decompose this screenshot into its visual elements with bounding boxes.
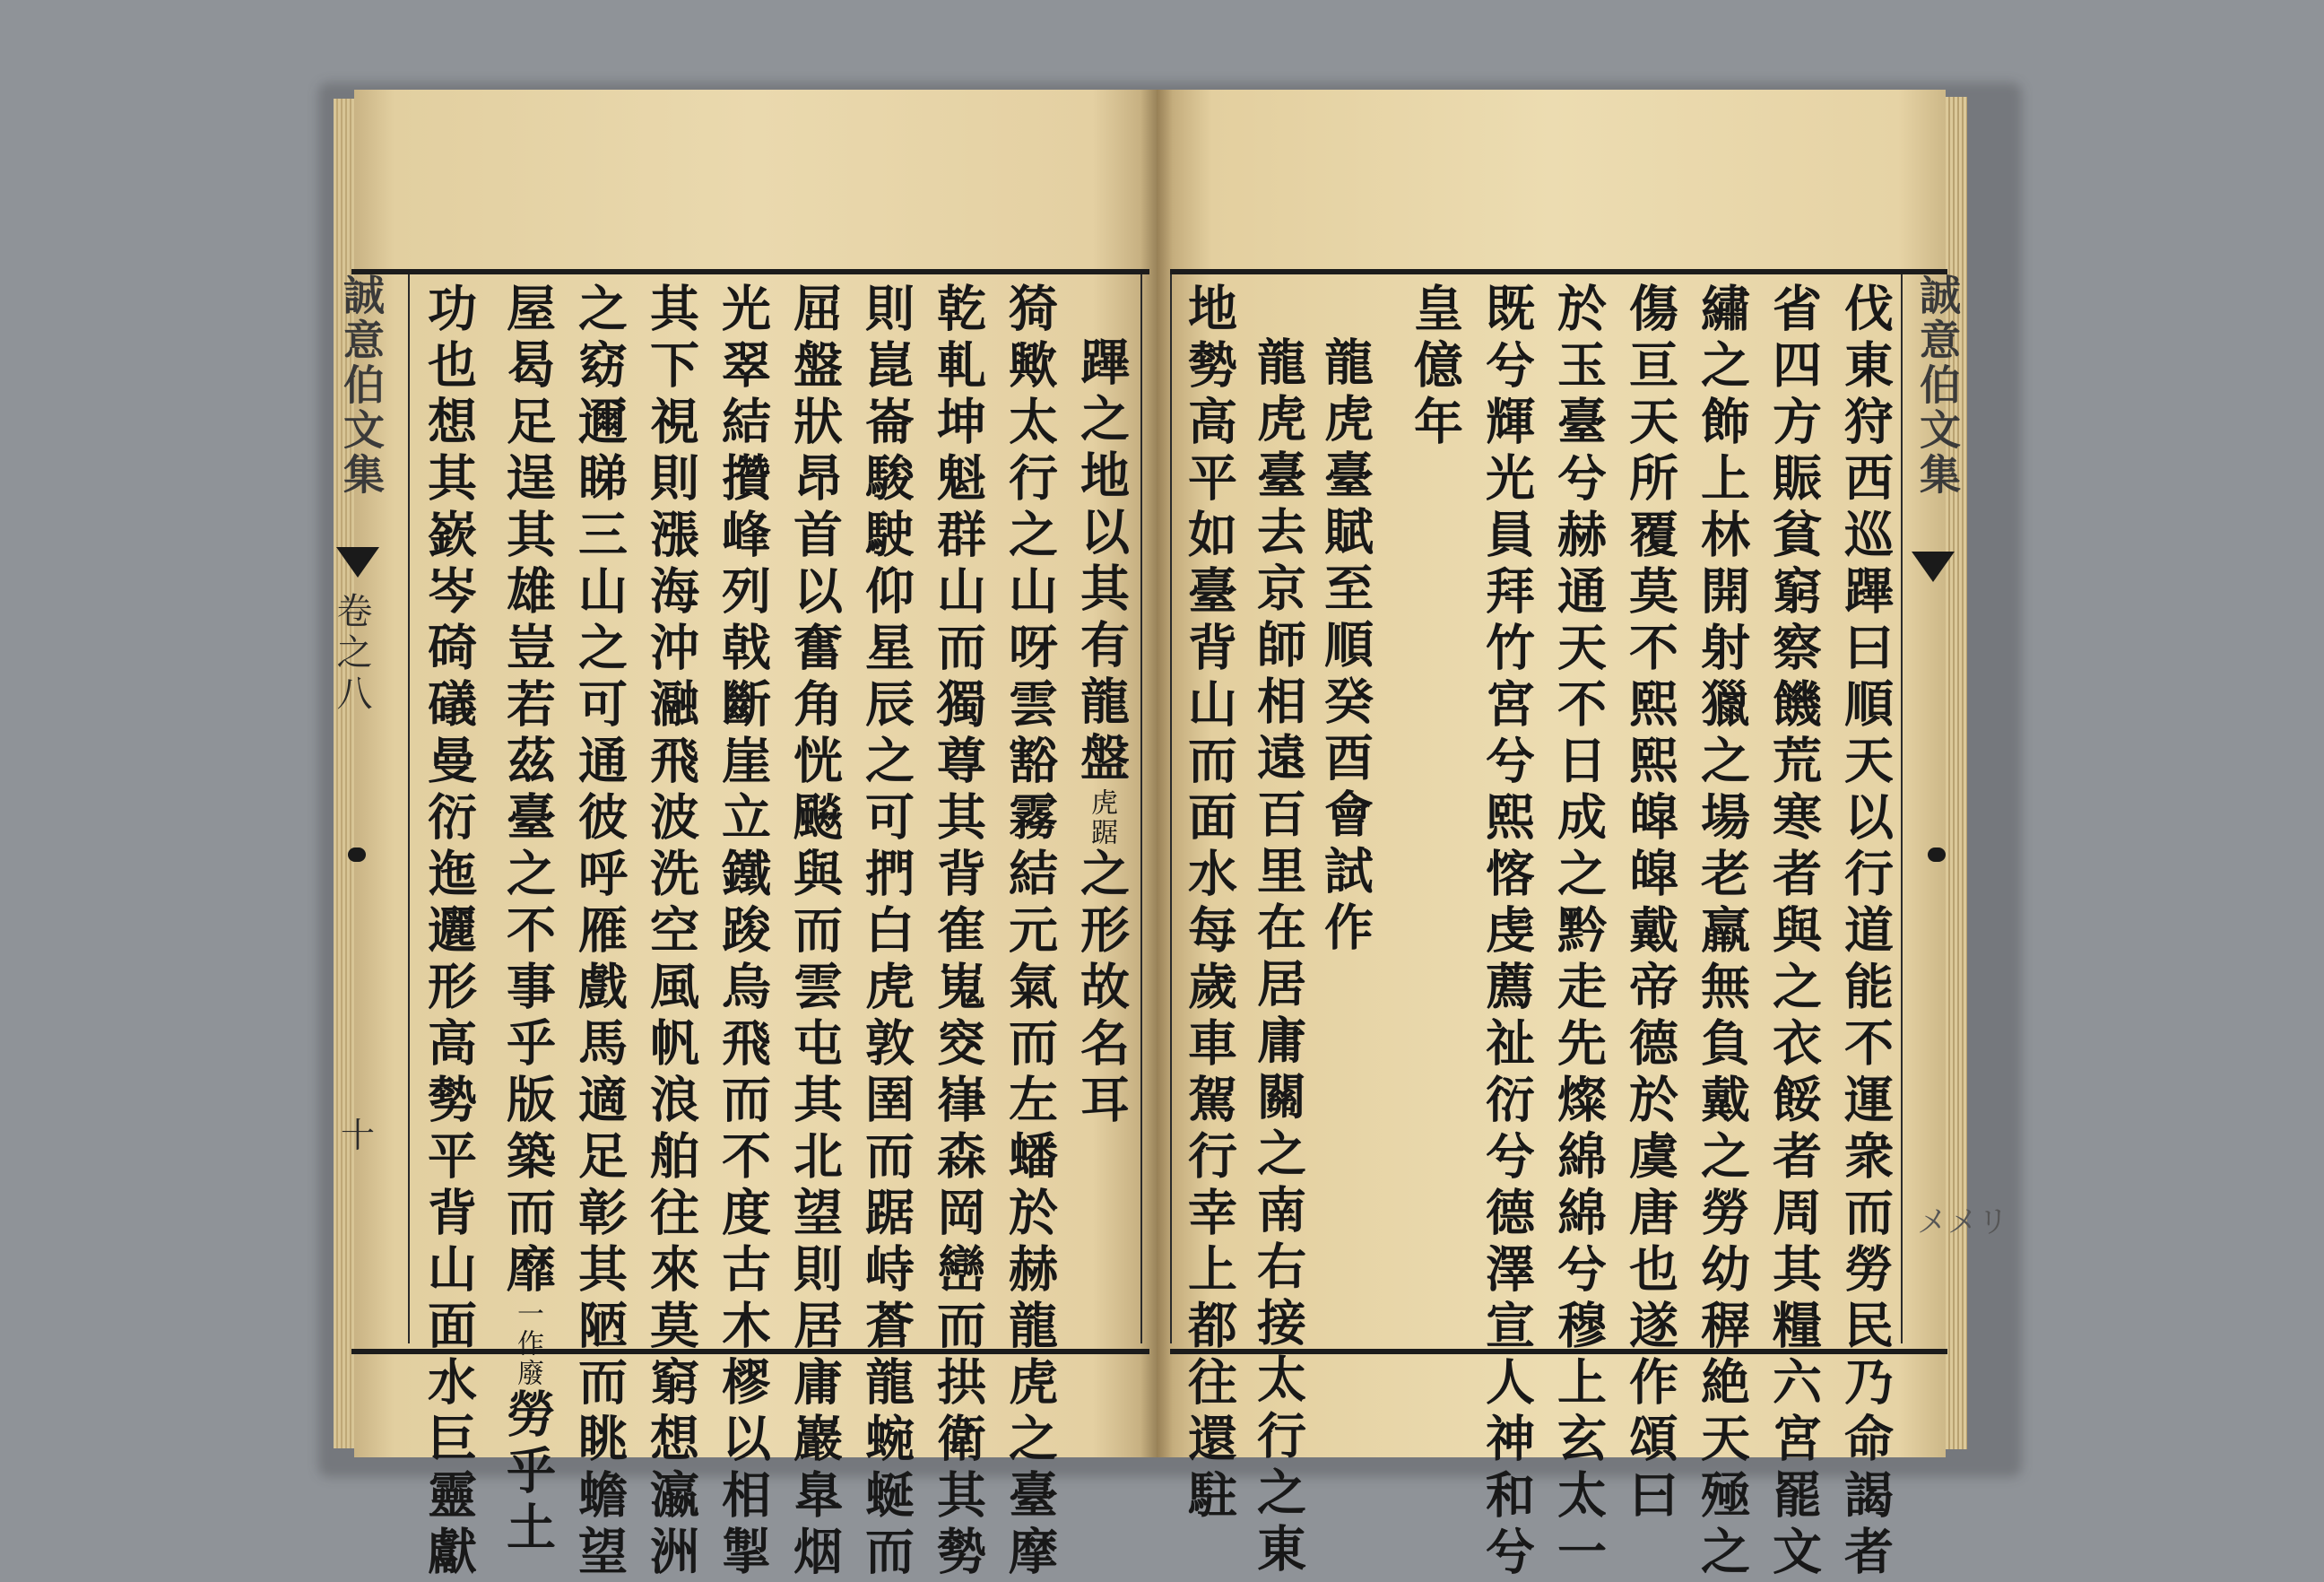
right-col-7: 皇億年 <box>1406 282 1464 452</box>
col-annotation: 一作廢 <box>512 1300 543 1388</box>
fish-tail-mark <box>336 547 379 578</box>
right-col-title: 龍虎臺賦至順癸酉會試作 <box>1316 336 1374 958</box>
left-col-9 <box>499 282 557 1558</box>
left-col-3: 乾軋坤魁群山而獨尊其背隺嵬窔嵂森岡巒而拱衛其勢 <box>929 282 987 1582</box>
margin-dot <box>1928 848 1946 862</box>
column-rule <box>1901 274 1903 1343</box>
right-col-5: 於玉臺兮赫通天不日成之黔走先燦綿綿兮穆上玄太一 <box>1549 282 1608 1582</box>
column-rule <box>1140 274 1142 1343</box>
right-col-10: 龍虎臺去京師相遠百里在居庸關之南右接太行之東 <box>1249 336 1307 1579</box>
column-rule <box>1170 274 1172 1343</box>
col-text: 之形故名耳 <box>1072 848 1131 1130</box>
left-col-7: 其下視則漲海沖瀜飛波洗空風帆浪舶往來莫窮想瀛洲 <box>642 282 700 1582</box>
col-annotation: 虎踞 <box>1086 788 1117 848</box>
right-col-2: 省四方賑貧窮察饑荒寒者與之衣餒者周其糧六宮罷文 <box>1765 282 1823 1582</box>
left-page-number: 十 <box>341 1116 376 1155</box>
right-margin-title: 誠意伯文集 <box>1913 274 1962 498</box>
left-col-8: 之窈邇睇三山之可通彼呼雁戲馬適足彰其陋而眺蟾望 <box>570 282 629 1582</box>
col-text: 勞乎土 <box>499 1388 557 1558</box>
left-col-5: 屈盤狀昂首以奮角恍飈與而雲屯其北望則居庸巖臯烟 <box>785 282 844 1582</box>
fish-tail-mark <box>1912 552 1955 582</box>
col-text: 蹕之地以其有龍盤 <box>1072 336 1131 788</box>
left-col-6: 光翠結攢峰列戟斷崖立鐵踆烏飛而不度古木樛以相掣 <box>714 282 772 1582</box>
left-col-1 <box>1072 336 1131 1130</box>
left-col-10: 功也想其嶔岑碕礒曼衍迤邐形高勢平背山面水巨靈獻 <box>420 282 478 1582</box>
handwritten-note: メメリ <box>1917 1204 2008 1240</box>
column-rule <box>408 274 410 1343</box>
left-col-2: 猗歟太行之山呀雲豁霧結元氣而左蟠於赫龍虎之臺摩 <box>1001 282 1059 1582</box>
left-col-4: 則崑崙駿駛仰星辰之可捫白虎敦圉而踞峙蒼龍蜿蜒而 <box>857 282 915 1582</box>
left-margin-title: 誠意伯文集 <box>337 274 386 498</box>
right-col-1: 伐東狩西巡蹕曰順天以行道能不運衆而勞民乃命謁者 <box>1836 282 1895 1582</box>
right-col-3: 繡之飾上林開射獵之場老羸無負戴之勞幼稺絶天殛之 <box>1693 282 1751 1582</box>
right-col-4: 傷亘天所覆莫不熙熙皡皡戴帝德於虞唐也遂作頌曰 <box>1621 282 1679 1526</box>
col-text: 屋曷足逞其雄豈若茲臺之不事乎版築而靡 <box>499 282 557 1300</box>
left-margin-volume: 卷之八 <box>331 592 372 716</box>
margin-dot <box>348 848 366 862</box>
right-col-6: 既兮輝光員拜竹宮兮熙愘虔薦祉衍兮德澤宣人神和兮 <box>1478 282 1536 1582</box>
right-col-11: 地勢高平如臺背山而面水每歲車駕行幸上都往還駐 <box>1180 282 1238 1526</box>
